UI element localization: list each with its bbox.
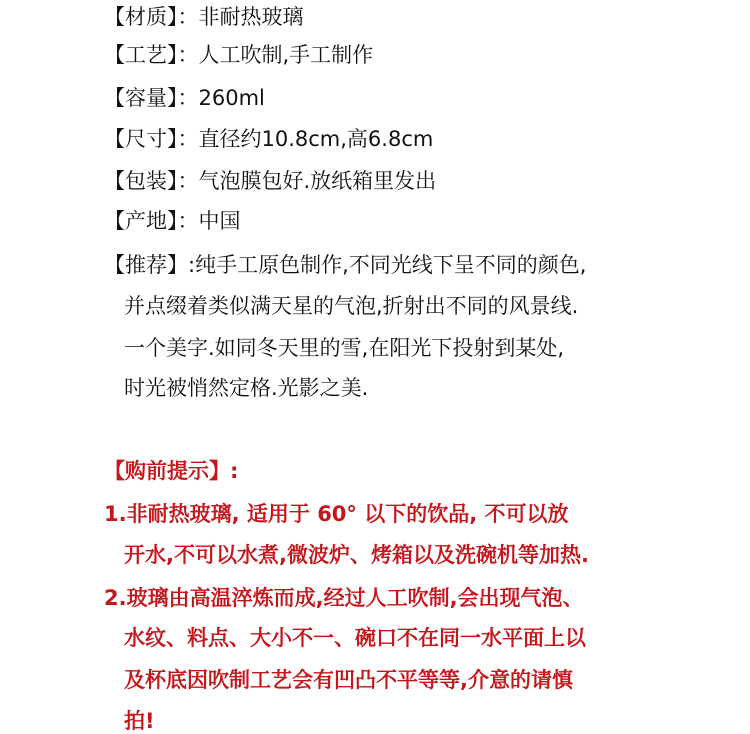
spec-size <box>104 126 433 152</box>
spec-craft <box>104 42 373 68</box>
spec-origin <box>104 208 241 234</box>
spec-label: 【产地】 <box>104 209 178 233</box>
spec-value: 直径约10.8cm,高6.8cm <box>198 127 434 151</box>
notice-item-number: 2. <box>104 586 127 610</box>
spec-label: 【工艺】 <box>104 43 178 67</box>
spec-label: 【容量】 <box>104 86 178 110</box>
notice-item-text: 非耐热玻璃, 适用于 60° 以下的饮品, 不可以放 <box>126 502 569 526</box>
notice-item-1 <box>104 501 569 527</box>
recommend-line: 一个美字.如同冬天里的雪,在阳光下投射到某处, <box>124 336 565 360</box>
spec-value: 260ml <box>198 86 265 110</box>
spec-separator: ： <box>177 169 199 193</box>
notice-item-number: 1. <box>104 502 127 526</box>
spec-label: 【材质】 <box>104 5 178 29</box>
notice-title: 【购前提示】: <box>104 459 239 483</box>
spec-label: 【包装】 <box>104 169 178 193</box>
recommend-text: 纯手工原色制作,不同光线下呈不同的颜色, <box>195 253 587 277</box>
spec-value: 中国 <box>198 209 241 233</box>
recommend-label: 【推荐】 <box>104 253 188 277</box>
spec-value: 气泡膜包好.放纸箱里发出 <box>198 169 437 193</box>
spec-value: 人工吹制,手工制作 <box>198 43 374 67</box>
notice-item-2-continuation: 拍! <box>124 709 155 733</box>
spec-material <box>104 4 304 30</box>
recommend-first-line <box>104 252 586 278</box>
spec-label: 【尺寸】 <box>104 127 178 151</box>
spec-separator: ： <box>177 209 199 233</box>
recommend-line: 并点缀着类似满天星的气泡,折射出不同的风景线. <box>124 294 579 318</box>
spec-separator: ： <box>177 43 199 67</box>
spec-separator: ： <box>177 127 199 151</box>
recommend-line: 时光被悄然定格.光影之美. <box>124 376 369 400</box>
spec-capacity <box>104 85 265 111</box>
spec-packaging <box>104 168 436 194</box>
notice-item-1-continuation: 开水,不可以水煮,微波炉、烤箱以及洗碗机等加热. <box>124 543 589 567</box>
spec-separator: ： <box>177 86 199 110</box>
spec-value: 非耐热玻璃 <box>198 5 304 29</box>
notice-item-text: 玻璃由高温淬炼而成,经过人工吹制,会出现气泡、 <box>126 586 584 610</box>
recommend-separator: : <box>188 253 196 277</box>
spec-separator: ： <box>177 5 199 29</box>
notice-item-2-continuation: 水纹、料点、大小不一、碗口不在同一水平面上以 <box>124 626 586 650</box>
notice-item-2-continuation: 及杯底因吹制工艺会有凹凸不平等等,介意的请慎 <box>124 668 573 692</box>
notice-item-2 <box>104 585 584 611</box>
